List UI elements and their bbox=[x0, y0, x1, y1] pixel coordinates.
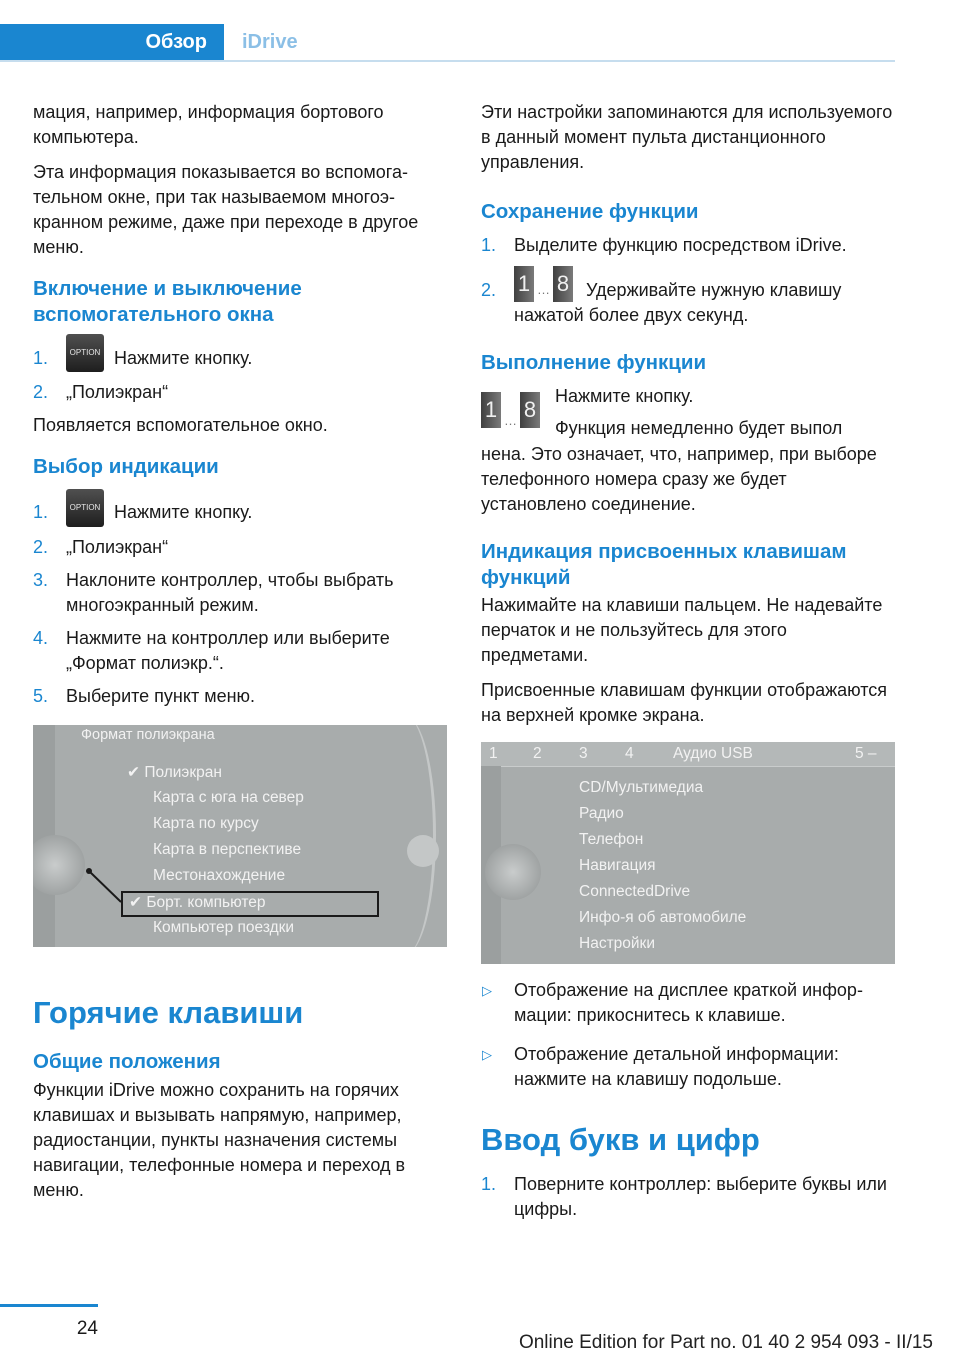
exec-block bbox=[481, 382, 895, 442]
left-column bbox=[33, 100, 445, 1213]
tab-idrive[interactable]: iDrive bbox=[242, 31, 298, 53]
section-heading: Выбор индикации bbox=[33, 455, 219, 479]
hotkey-2: 2 bbox=[533, 745, 542, 762]
list-item bbox=[33, 535, 445, 560]
bullet-text: Отображение детальной информации: нажмите на клавишу подольше. bbox=[514, 1044, 839, 1089]
dots: … bbox=[504, 413, 517, 428]
edition-note: Online Edition for Part no. 01 40 2 954 093 - II/15 bbox=[518, 1332, 933, 1353]
hotkey-bar bbox=[481, 742, 895, 767]
exec-line: Функция немедленно будет выпол bbox=[555, 418, 843, 438]
controller-dial bbox=[485, 844, 541, 900]
option-button-icon: OPTION bbox=[66, 489, 104, 527]
list-item bbox=[481, 1172, 895, 1222]
bullet-text: Отображение на дисплее краткой информации: прикоснитесь к клавише. bbox=[514, 980, 863, 1025]
page-number: 24 bbox=[76, 1318, 98, 1339]
hotkey-3: 3 bbox=[579, 745, 588, 762]
dots: … bbox=[537, 282, 550, 298]
step-number: 2. bbox=[33, 536, 49, 557]
list-item bbox=[481, 233, 895, 258]
screen-title: Формат полиэкрана bbox=[81, 726, 215, 743]
paragraph: нена. Это означает, что, например, при выборе телефонного номера сразу же будет установлено соединение. bbox=[481, 444, 877, 514]
hotkey-5: 5 – bbox=[855, 745, 877, 762]
menu-item: Местонахождение bbox=[153, 866, 286, 884]
menu-item: Инфо-я об автомобиле bbox=[579, 909, 747, 926]
step-text: „Полиэкран“ bbox=[66, 536, 169, 557]
hotkeys-screen-screenshot bbox=[481, 742, 895, 964]
list-item bbox=[33, 346, 445, 372]
menu-item: Навигация bbox=[579, 857, 656, 874]
step-number: 2. bbox=[33, 382, 49, 403]
key-8-icon: 8 bbox=[520, 392, 540, 428]
option-button-icon: OPTION bbox=[66, 334, 104, 372]
list-item bbox=[481, 271, 895, 328]
hotkey-4: 4 bbox=[625, 745, 634, 762]
key-8-icon: 8 bbox=[553, 266, 573, 302]
tab-overview[interactable]: Обзор bbox=[0, 24, 224, 60]
step-text: Выделите функцию посредством iDrive. bbox=[514, 235, 847, 255]
hotkey-4-label: Аудио USB bbox=[673, 745, 753, 762]
step-text: Выберите пункт меню. bbox=[66, 685, 256, 706]
hotkey-1: 1 bbox=[489, 745, 498, 762]
step-number: 1. bbox=[481, 1174, 497, 1194]
step-text: „Полиэкран“ bbox=[66, 382, 169, 403]
multiscreen-format-screenshot bbox=[33, 725, 447, 947]
step-number: 5. bbox=[33, 685, 49, 706]
menu-item: CD/Мультимедиа bbox=[579, 779, 704, 796]
section-heading: Общие положения bbox=[33, 1049, 221, 1073]
menu-item: Компьютер поездки bbox=[153, 918, 295, 936]
paragraph: Присвоенные клавишам функции отображаются на верхней кромке экрана. bbox=[481, 680, 888, 725]
section-heading: Сохранение функции bbox=[481, 200, 699, 223]
exec-line: Нажмите кнопку. bbox=[555, 386, 694, 406]
paragraph: Эта информация показывается во вспомогательном окне, при так называемом многоэкранном режиме, даже при переходе в другое меню. bbox=[33, 162, 419, 257]
paragraph: Нажимайте на клавиши пальцем. Не надевайте перчаток и не пользуйтесь для этого предметами. bbox=[481, 595, 883, 665]
step-number: 2. bbox=[481, 280, 497, 300]
menu-item: Карта по курсу bbox=[153, 814, 259, 832]
menu-item: Радио bbox=[579, 805, 624, 822]
menu-item: ConnectedDrive bbox=[579, 883, 691, 900]
list-item bbox=[33, 380, 445, 405]
step-number: 4. bbox=[33, 627, 49, 648]
step-text: Удерживайте нужную клавишу нажатой более двух секунд. bbox=[514, 280, 842, 325]
step-number: 1. bbox=[33, 348, 49, 368]
chapter-heading: Ввод букв и цифр bbox=[481, 1122, 760, 1157]
menu-item: Карта в перспективе bbox=[153, 840, 302, 858]
footer-divider bbox=[0, 1304, 98, 1307]
header-tabs bbox=[0, 0, 895, 62]
paragraph: Функции iDrive можно сохранить на горячих клавишах и вызывать напрямую, например, радиостанции, пункты назначения системы навигации, телефонные номера и переход в меню. bbox=[33, 1079, 406, 1200]
list-item bbox=[481, 1042, 895, 1092]
pointer-line bbox=[33, 725, 447, 947]
chapter-heading: Горячие клавиши bbox=[33, 994, 304, 1030]
menu-item: Карта с юга на север bbox=[153, 788, 304, 806]
list-item bbox=[33, 684, 445, 709]
paragraph: мация, например, информация бортового компьютера. bbox=[33, 102, 384, 147]
check-icon: ✔ bbox=[129, 893, 142, 911]
step-text: Нажмите кнопку. bbox=[114, 502, 253, 523]
step-number: 3. bbox=[33, 569, 49, 590]
step-text: Наклоните контроллер, чтобы выбрать многоэкранный режим. bbox=[66, 569, 394, 615]
list-item bbox=[33, 500, 445, 526]
hotkey-icon bbox=[514, 266, 573, 302]
list-item bbox=[481, 978, 895, 1028]
menu-item: ✔ Полиэкран bbox=[127, 763, 222, 781]
section-heading: Индикация присвоенных клавишам функций bbox=[481, 540, 847, 589]
list-item bbox=[33, 568, 445, 618]
check-icon: ✔ bbox=[127, 763, 140, 781]
step-text: Поверните контроллер: выберите буквы или цифры. bbox=[514, 1174, 887, 1219]
section-heading: Включение и выключение вспомогательного окна bbox=[33, 277, 302, 326]
key-1-icon: 1 bbox=[514, 266, 534, 302]
list-item bbox=[33, 626, 445, 676]
step-text: Нажмите кнопку. bbox=[114, 348, 253, 368]
section-heading: Выполнение функции bbox=[481, 351, 707, 374]
menu-item: ✔ Борт. компьютер bbox=[129, 893, 266, 911]
paragraph: Появляется вспомогательное окно. bbox=[33, 415, 328, 436]
paragraph: Эти настройки запоминаются для используемого в данный момент пульта дистанционного управления. bbox=[481, 102, 893, 172]
key-1-icon: 1 bbox=[481, 392, 501, 428]
step-text: Нажмите на контроллер или выберите „Формат полиэкр.“. bbox=[66, 627, 390, 673]
menu-item: Настройки bbox=[579, 935, 656, 952]
header-divider bbox=[0, 60, 895, 62]
hotkey-icon bbox=[481, 392, 540, 428]
step-number: 1. bbox=[33, 502, 49, 523]
step-number: 1. bbox=[481, 235, 497, 255]
bullet-list bbox=[481, 978, 895, 1092]
triangle-bullet-icon: ▷ bbox=[482, 983, 492, 998]
menu-item: Телефон bbox=[579, 831, 644, 848]
triangle-bullet-icon: ▷ bbox=[482, 1047, 492, 1062]
right-column bbox=[481, 100, 895, 1230]
